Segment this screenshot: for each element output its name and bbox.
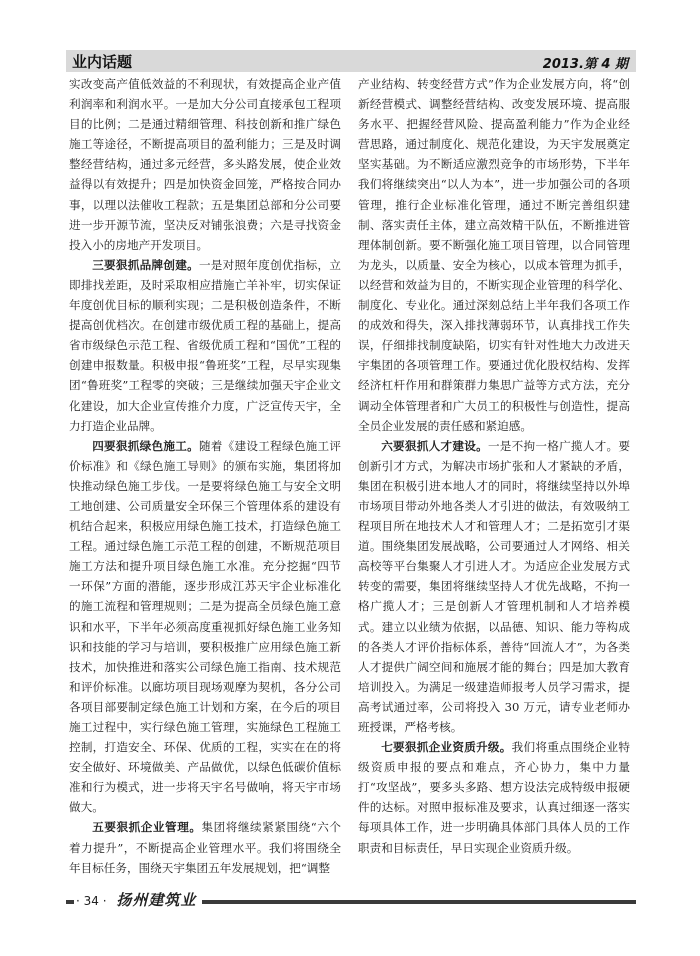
paragraph-body: 随着《建设工程绿色施工评价标准》和《绿色施工导则》的颁布实施，集团将加快推动绿色施工步伐。一是要将绿色施工与安全文明工地创建、公司质量安全环保三个管理体系的建设有机结合起来，积极应用绿色施工技术，打造绿色施工工程。通过绿色施工示范工程的创建，不断规范项目施工方法和提升项目绿色施工水准。充分挖掘“四节一环保”方面的潜能，逐步形成江苏天宇企业标准化的施工流程和管理规则；二是为提高全员绿色施工意识和水平，下半年必须高度重视抓好绿色施工业务知识和技能的学习与培训，要积极推广应用绿色施工新技术，加快推进和落实公司绿色施工指南、技术规范和评价标准。以廊坊项目现场观摩为契机，各分公司各项目部要制定绿色施工计划和方案，在今后的项目施工过程中，实行绿色施工管理，实施绿色工程施工控制，打造安全、环保、优质的工程，实实在在的将安全做好、环境做美、产品做优，以绿色低碳价值标准和行为模式，进一步将天宇名号做响，将天宇市场做大。 (69, 438, 341, 815)
paragraph-heading: 三要狠抓品牌创建。 (92, 257, 199, 272)
paragraph-body: 一是不拘一格广揽人才。要创新引才方式，为解决市场扩张和人才紧缺的矛盾，集团在积极引进本地人才的同时，将继续坚持以外埠市场项目带动外地各类人才引进的做法，有效吸纳工程项目所在地技术人才和管理人才；二是拓宽引才渠道。围绕集团发展战略，公司要通过人才网络、相关高校等平台集聚人才引进人才。为适应企业发展方式转变的需要，集团将继续坚持人才优先战略，不拘一格广揽人才；三是创新人才管理机制和人才培养模式。建立以业绩为依据，以品德、知识、能力等构成的各类人才评价指标体系，善待“回流人才”，为各类人才提供广阔空间和施展才能的舞台；四是加大教育培训投入。为满足一级建造师报考人员学习需求，提高考试通过率，公司将投入 30 万元，请专业老师办班授课，严格考核。 (358, 438, 630, 734)
page-footer (66, 893, 636, 909)
paragraph: 产业结构、转变经营方式”作为企业发展方向，将“创新经营模式、调整经营结构、改变发展环境、提高服务水平、把握经营风险、提高盈利能力”作为企业经营思路，通过制度化、规范化建设，为天宇发展奠定坚实基础。为不断适应激烈竞争的市场形势，下半年我们将继续突出“以人为本”，进一步加强公司的各项管理，推行企业标准化管理，通过不断完善组织建制、落实责任主体，建立高效精干队伍，不断推进管理体制创新。要不断强化施工项目管理，以合同管理为龙头，以质量、安全为核心，以成本管理为抓手，以经营和效益为目的，不断实现企业管理的科学化、制度化、专业化。通过深刻总结上半年我们各项工作的成效和得失，深入排找薄弱环节，认真排找工作失误，仔细排找制度缺陷，切实有针对性地大力改进天宇集团的各项管理工作。要通过优化股权结构、发挥经济杠杆作用和群策群力集思广益等方式方法，充分调动全体管理者和广大员工的积极性与创造性，提高全员企业发展的责任感和紧迫感。 (358, 77, 630, 433)
paragraph-body: 集团将继续紧紧围绕“六个着力提升”，不断提高企业管理水平。我们将围绕全年目标任务，围绕天宇集团五年发展规划，把“调整 (69, 820, 341, 875)
right-column (358, 74, 630, 858)
paragraph (69, 436, 341, 818)
magazine-logo: 扬州建筑业 (116, 891, 197, 909)
paragraph-heading: 七要狠抓企业资质升级。 (381, 740, 512, 755)
paragraph (358, 436, 630, 737)
running-header (66, 50, 636, 72)
paragraph (69, 817, 341, 877)
paragraph-body: 一是对照年度创优指标，立即排找差距，及时采取相应措施亡羊补牢，切实保证年度创优目标的顺利实现；二是积极创造条件，不断提高创优档次。在创建市级优质工程的基础上，提高省市级绿色示范工程、省级优质工程和“国优”工程的创建申报数量。积极申报“鲁班奖”工程，尽早实现集团“鲁班奖”工程零的突破；三是继续加强天宇企业文化建设，加大企业宣传推介力度，广泛宣传天宇，全力打造企业品牌。 (69, 257, 341, 433)
paragraph-body: 我们将重点围绕企业特级资质申报的要点和难点，齐心协力，集中力量打“攻坚战”，要多头多路、想方设法完成特级申报硬件的达标。对照申报标准及要求，认真过细逐一落实每项具体工作，进一步明确具体部门具体人员的工作职责和目标责任，早日实现企业资质升级。 (358, 740, 630, 855)
page-number: · 34 · (76, 894, 107, 908)
issue-number: 2013.第 4 期 (542, 57, 628, 72)
paragraph-heading: 五要狠抓企业管理。 (92, 820, 202, 835)
paragraph (69, 255, 341, 436)
left-column (69, 74, 341, 878)
paragraph-heading: 四要狠抓绿色施工。 (92, 438, 199, 453)
paragraph-heading: 六要狠抓人才建设。 (381, 438, 488, 453)
paragraph (358, 737, 630, 858)
footer-label (74, 891, 202, 910)
paragraph: 实改变高产值低效益的不利现状，有效提高企业产值利润率和利润水平。一是加大分公司直接承包工程项目的比例；二是通过精细管理、科技创新和推广绿色施工等途径，不断提高项目的盈利能力；三是及时调整经营结构，通过多元经营，多头路发展，使企业效益得以有效提升；四是加快资金回笼，严格按合同办事，以理以法催收工程款；五是集团总部和分公司要进一步开源节流，坚决反对铺张浪费；六是寻找资金投入小的房地产开发项目。 (69, 77, 341, 252)
section-title: 业内话题 (72, 53, 133, 71)
